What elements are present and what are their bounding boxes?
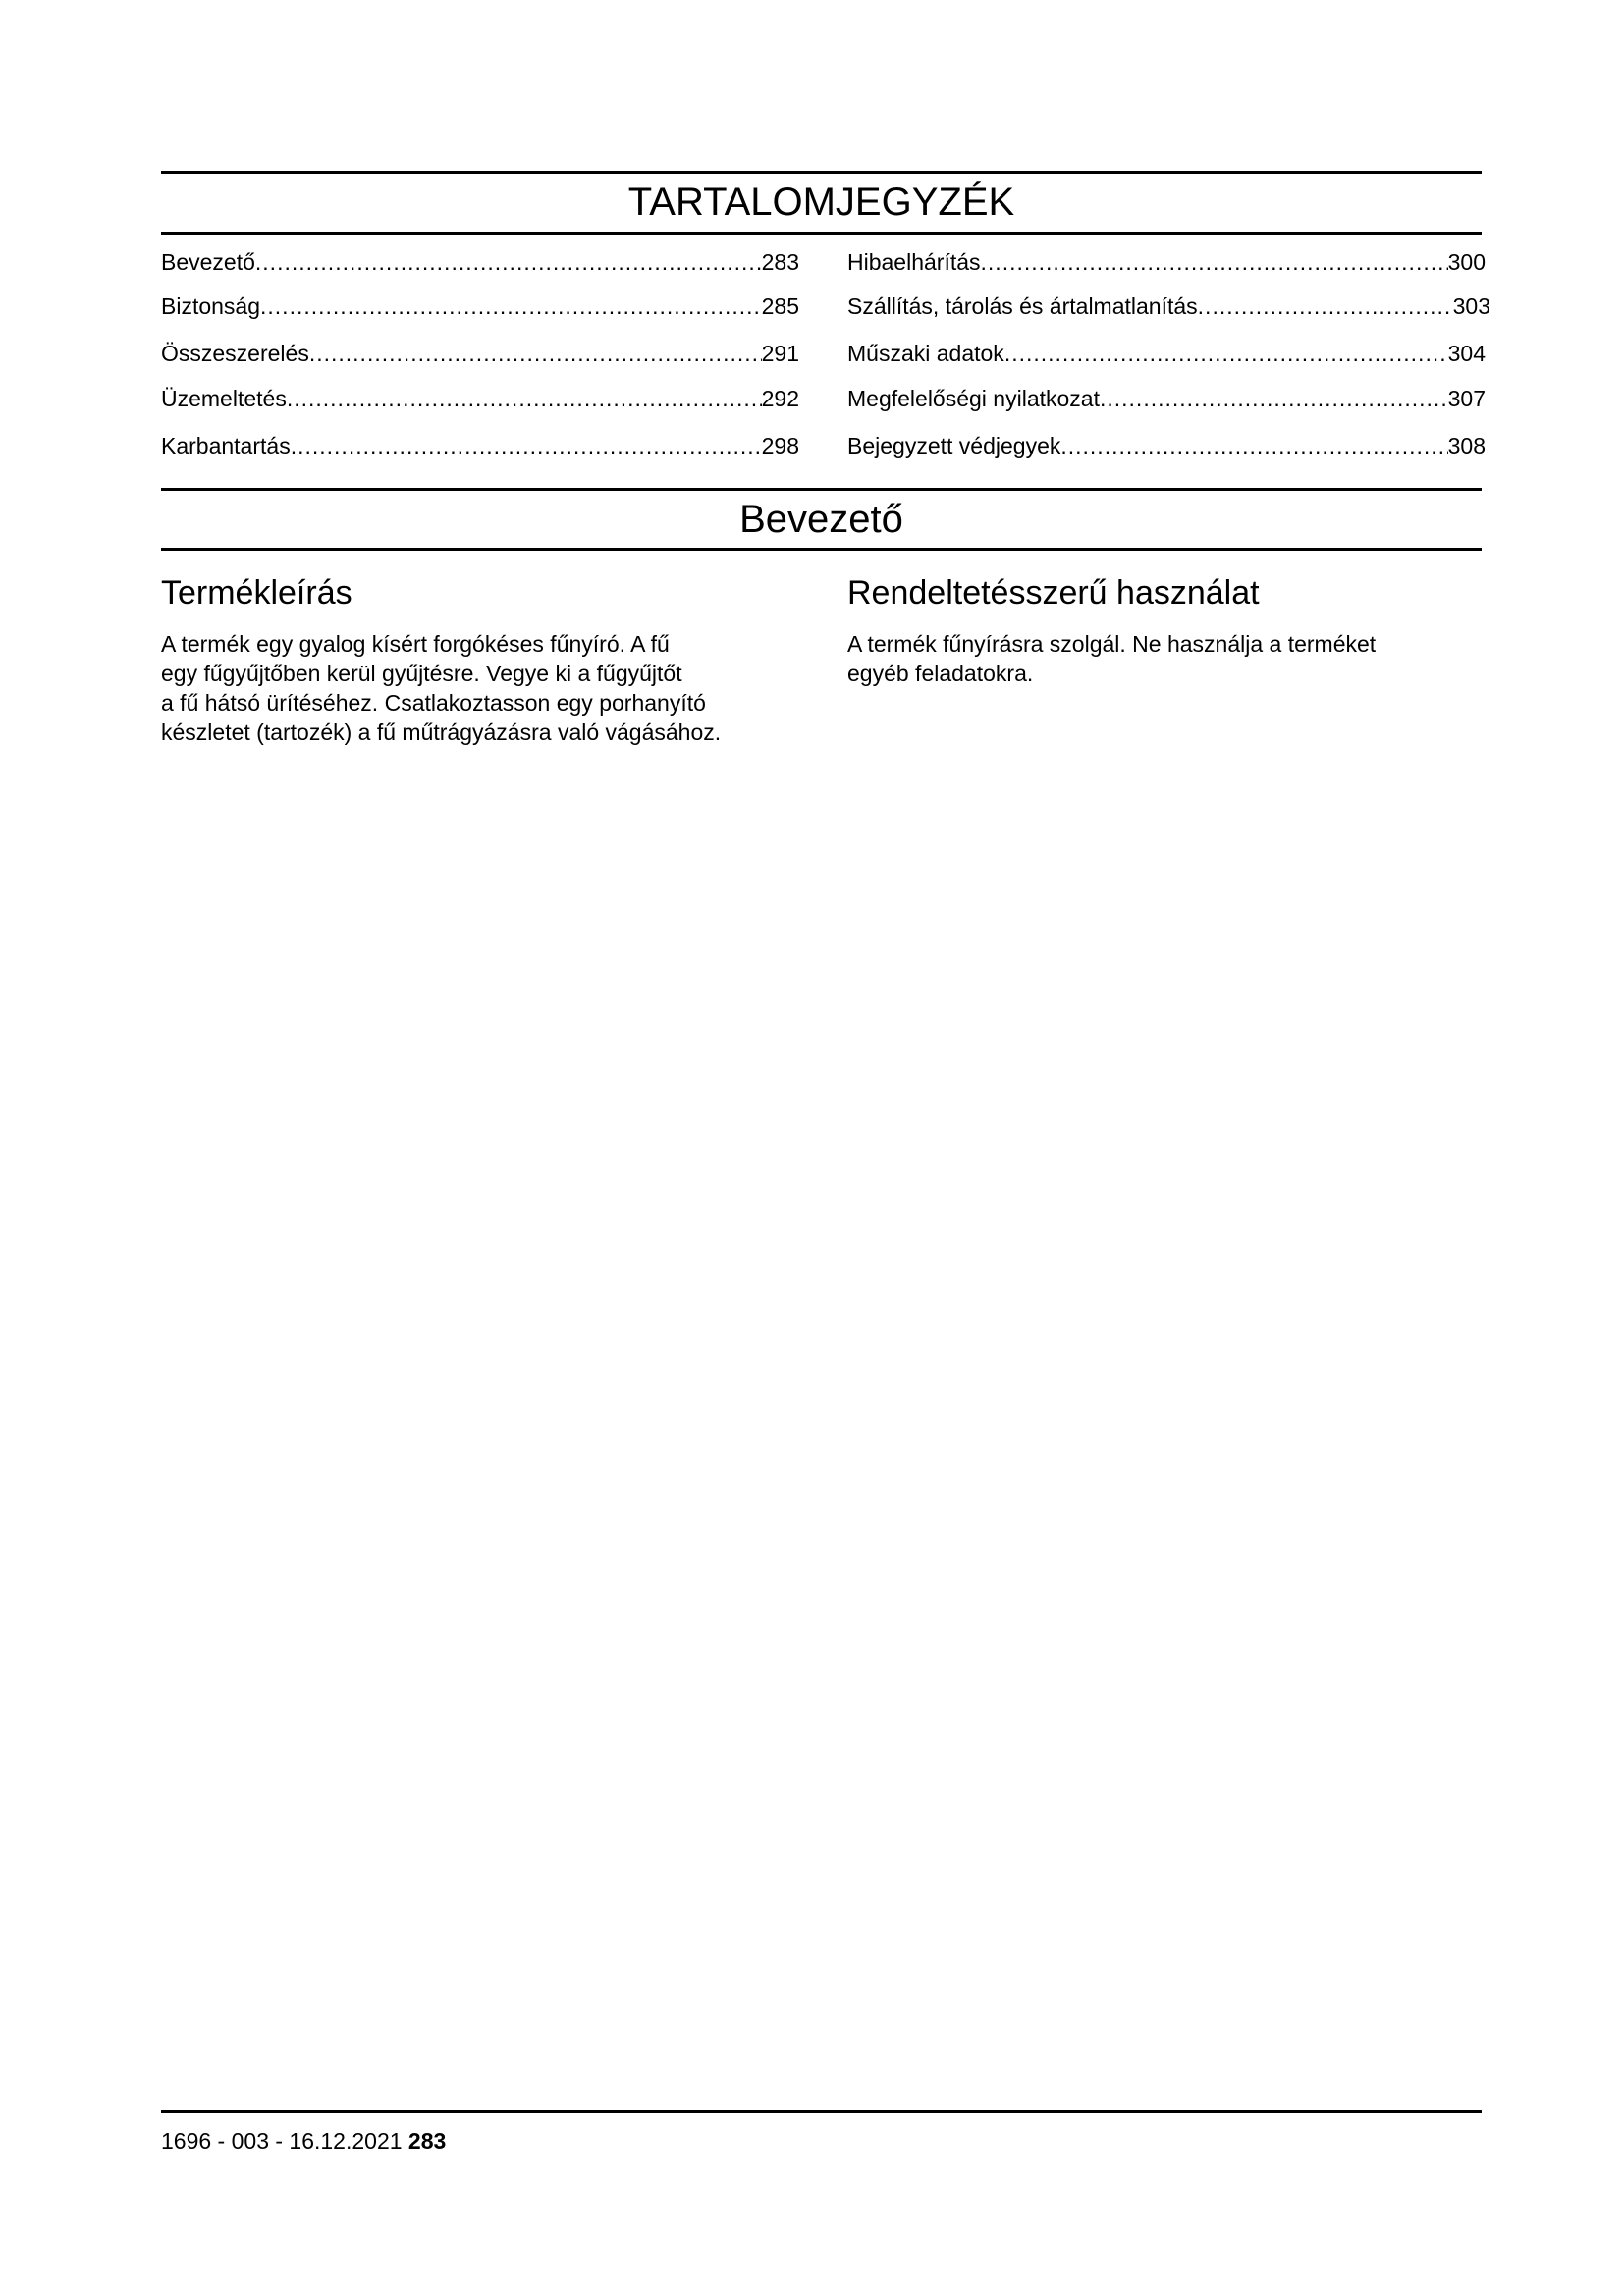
toc-entry-uzemeltetes[interactable]	[161, 382, 799, 415]
toc-entry-muszaki-adatok[interactable]	[847, 337, 1486, 370]
toc-entry-page: 300	[1447, 249, 1486, 275]
toc-dot-leader	[309, 337, 762, 370]
toc-entry-page: 303	[1452, 294, 1490, 319]
toc-dot-leader	[981, 245, 1448, 279]
toc-entry-label: Összeszerelés	[161, 341, 309, 366]
toc-entry-page: 292	[761, 386, 799, 411]
toc-dot-leader	[260, 290, 762, 323]
text-line: egy fűgyűjtőben kerül gyűjtésre. Vegye ki a fűgyűjtőt	[161, 661, 682, 686]
toc-entry-page: 308	[1447, 433, 1486, 458]
toc-entry-label: Hibaelhárítás	[847, 249, 981, 275]
section-bottom-rule	[161, 548, 1482, 551]
text-line: A termék egy gyalog kísért forgókéses fűnyíró. A fű	[161, 631, 670, 657]
intended-use-heading: Rendeltetésszerű használat	[847, 574, 1260, 612]
toc-entry-label: Bejegyzett védjegyek	[847, 433, 1061, 458]
toc-entry-label: Szállítás, tárolás és ártalmatlanítás	[847, 294, 1198, 319]
toc-entry-page: 285	[761, 294, 799, 319]
toc-entry-page: 283	[761, 249, 799, 275]
toc-entry-bevezeto[interactable]	[161, 245, 799, 279]
product-description-heading: Termékleírás	[161, 574, 352, 612]
text-line: készletet (tartozék) a fű műtrágyázásra való vágásához.	[161, 720, 722, 745]
section-top-rule	[161, 488, 1482, 491]
toc-entry-vedjegyek[interactable]	[847, 429, 1486, 462]
toc-entry-szallitas[interactable]	[847, 290, 1490, 323]
toc-dot-leader	[287, 382, 762, 415]
toc-entry-page: 298	[761, 433, 799, 458]
toc-dot-leader	[1004, 337, 1448, 370]
text-line: A termék fűnyírásra szolgál. Ne használja a terméket	[847, 631, 1377, 657]
toc-entry-karbantartas[interactable]	[161, 429, 799, 462]
page-footer	[161, 2126, 446, 2156]
toc-entry-label: Megfelelőségi nyilatkozat	[847, 386, 1100, 411]
toc-dot-leader	[1060, 429, 1447, 462]
toc-dot-leader	[291, 429, 762, 462]
toc-entry-page: 307	[1447, 386, 1486, 411]
toc-entry-megfelelosegi[interactable]	[847, 382, 1486, 415]
page-number: 283	[407, 2128, 447, 2154]
toc-bottom-rule	[161, 232, 1482, 235]
toc-entry-osszeszereles[interactable]	[161, 337, 799, 370]
toc-entry-hibaelharitas[interactable]	[847, 245, 1486, 279]
intended-use-text	[847, 629, 1482, 688]
product-description-text	[161, 629, 809, 747]
toc-dot-leader	[255, 245, 762, 279]
footer-rule	[161, 2110, 1482, 2113]
toc-top-rule	[161, 171, 1482, 174]
document-page	[161, 0, 1490, 2296]
toc-dot-leader	[1198, 290, 1453, 323]
toc-entry-label: Biztonság	[161, 294, 261, 319]
toc-entry-label: Üzemeltetés	[161, 386, 287, 411]
toc-entry-page: 291	[761, 341, 799, 366]
document-reference: 1696 - 003 - 16.12.2021	[161, 2128, 408, 2154]
text-line: egyéb feladatokra.	[847, 661, 1034, 686]
toc-title: TARTALOMJEGYZÉK	[627, 181, 1015, 224]
toc-entry-biztonsag[interactable]	[161, 290, 799, 323]
text-line: a fű hátsó ürítéséhez. Csatlakoztasson egy porhanyító	[161, 690, 706, 716]
toc-entry-label: Karbantartás	[161, 433, 291, 458]
section-title: Bevezető	[739, 498, 903, 541]
toc-entry-label: Műszaki adatok	[847, 341, 1004, 366]
toc-entry-page: 304	[1447, 341, 1486, 366]
toc-dot-leader	[1100, 382, 1448, 415]
toc-entry-label: Bevezető	[161, 249, 255, 275]
